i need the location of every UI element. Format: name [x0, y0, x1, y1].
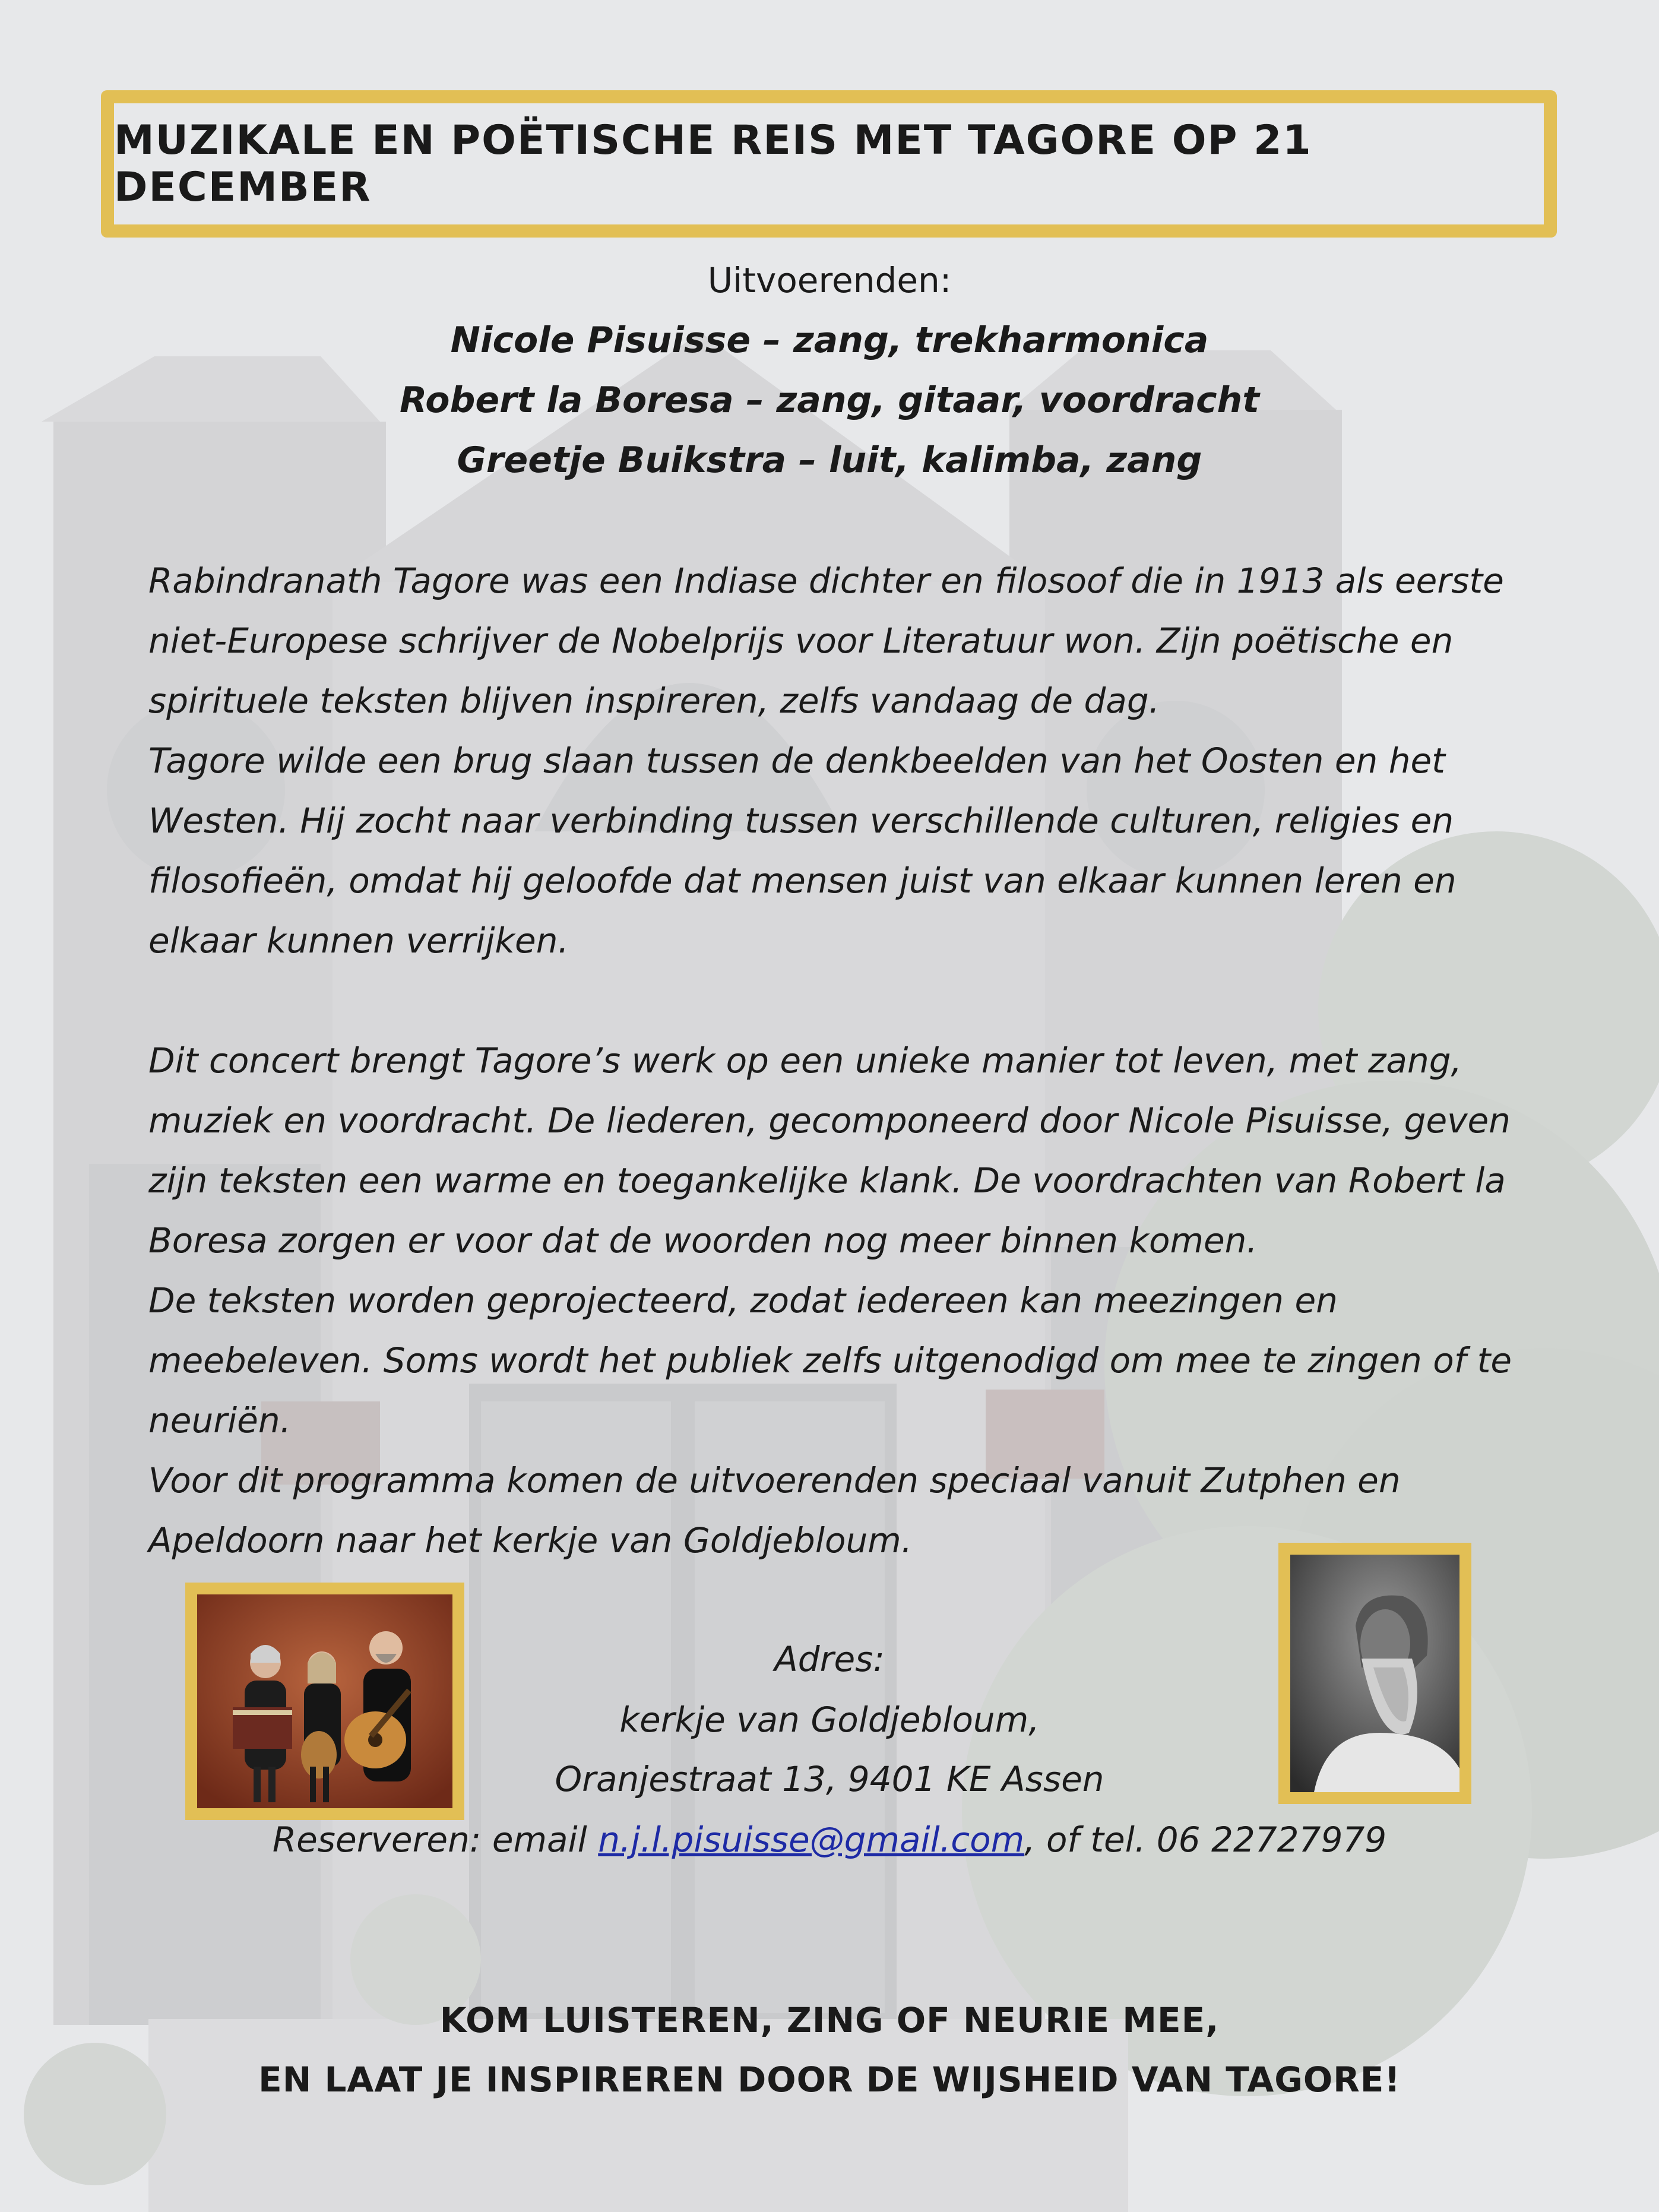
performer-greetje: Greetje Buikstra – luit, kalimba, zang — [457, 439, 1202, 481]
reservation-line — [0, 1819, 1659, 1860]
reservation-prefix: Reserveren: email — [272, 1819, 599, 1860]
address-heading: Adres: — [774, 1639, 885, 1679]
description — [148, 551, 1526, 1571]
text-line: Westen. Hij zocht naar verbinding tussen verschillende culturen, religies en — [148, 800, 1454, 841]
text-line: elkaar kunnen verrijken. — [148, 920, 569, 961]
text-line: zijn teksten een warme en toegankelijke klank. De voordrachten van Robert la — [148, 1160, 1506, 1201]
page-title: MUZIKALE EN POËTISCHE REIS MET TAGORE OP 21 DECEMBER — [114, 117, 1312, 211]
text-line: filosofieën, omdat hij geloofde dat mensen juist van elkaar kunnen leren en — [148, 860, 1457, 901]
text-line: Boresa zorgen er voor dat de woorden nog meer binnen komen. — [148, 1220, 1258, 1261]
text-line: niet-Europese schrijver de Nobelprijs voor Literatuur won. Zijn poëtische en — [148, 621, 1454, 661]
performers-heading: Uitvoerenden: — [707, 260, 952, 300]
text-line: Voor dit programma komen de uitvoerenden speciaal vanuit Zutphen en — [148, 1460, 1401, 1501]
title-frame — [101, 90, 1557, 238]
text-line: Rabindranath Tagore was een Indiase dichter en filosoof die in 1913 als eerste — [148, 561, 1504, 601]
address-line-2: Oranjestraat 13, 9401 KE Assen — [555, 1759, 1104, 1799]
text-line: Apeldoorn naar het kerkje van Goldjebloum. — [148, 1520, 913, 1561]
call-to-action-line-1: KOM LUISTEREN, ZING OF NEURIE MEE, — [439, 2000, 1220, 2040]
text-line: neuriën. — [148, 1400, 292, 1441]
email-link[interactable]: n.j.l.pisuisse@gmail.com — [598, 1819, 1025, 1860]
performer-robert: Robert la Boresa – zang, gitaar, voordracht — [400, 379, 1259, 421]
text-line: meebeleven. Soms wordt het publiek zelfs uitgenodigd om mee te zingen of te — [148, 1340, 1512, 1381]
text-line: Dit concert brengt Tagore’s werk op een unieke manier tot leven, met zang, — [148, 1040, 1462, 1081]
performer-nicole: Nicole Pisuisse – zang, trekharmonica — [450, 319, 1209, 361]
address-line-1: kerkje van Goldjebloum, — [619, 1700, 1040, 1740]
call-to-action-line-2: EN LAAT JE INSPIREREN DOOR DE WIJSHEID VAN TAGORE! — [258, 2059, 1401, 2100]
text-line: De teksten worden geprojecteerd, zodat iedereen kan meezingen en — [148, 1280, 1338, 1321]
text-line: Tagore wilde een brug slaan tussen de denkbeelden van het Oosten en het — [148, 741, 1445, 781]
text-line: spirituele teksten blijven inspireren, zelfs vandaag de dag. — [148, 681, 1160, 721]
reservation-suffix: , of tel. 06 22727979 — [1024, 1819, 1387, 1860]
text-line: muziek en voordracht. De liederen, gecomponeerd door Nicole Pisuisse, geven — [148, 1100, 1511, 1141]
